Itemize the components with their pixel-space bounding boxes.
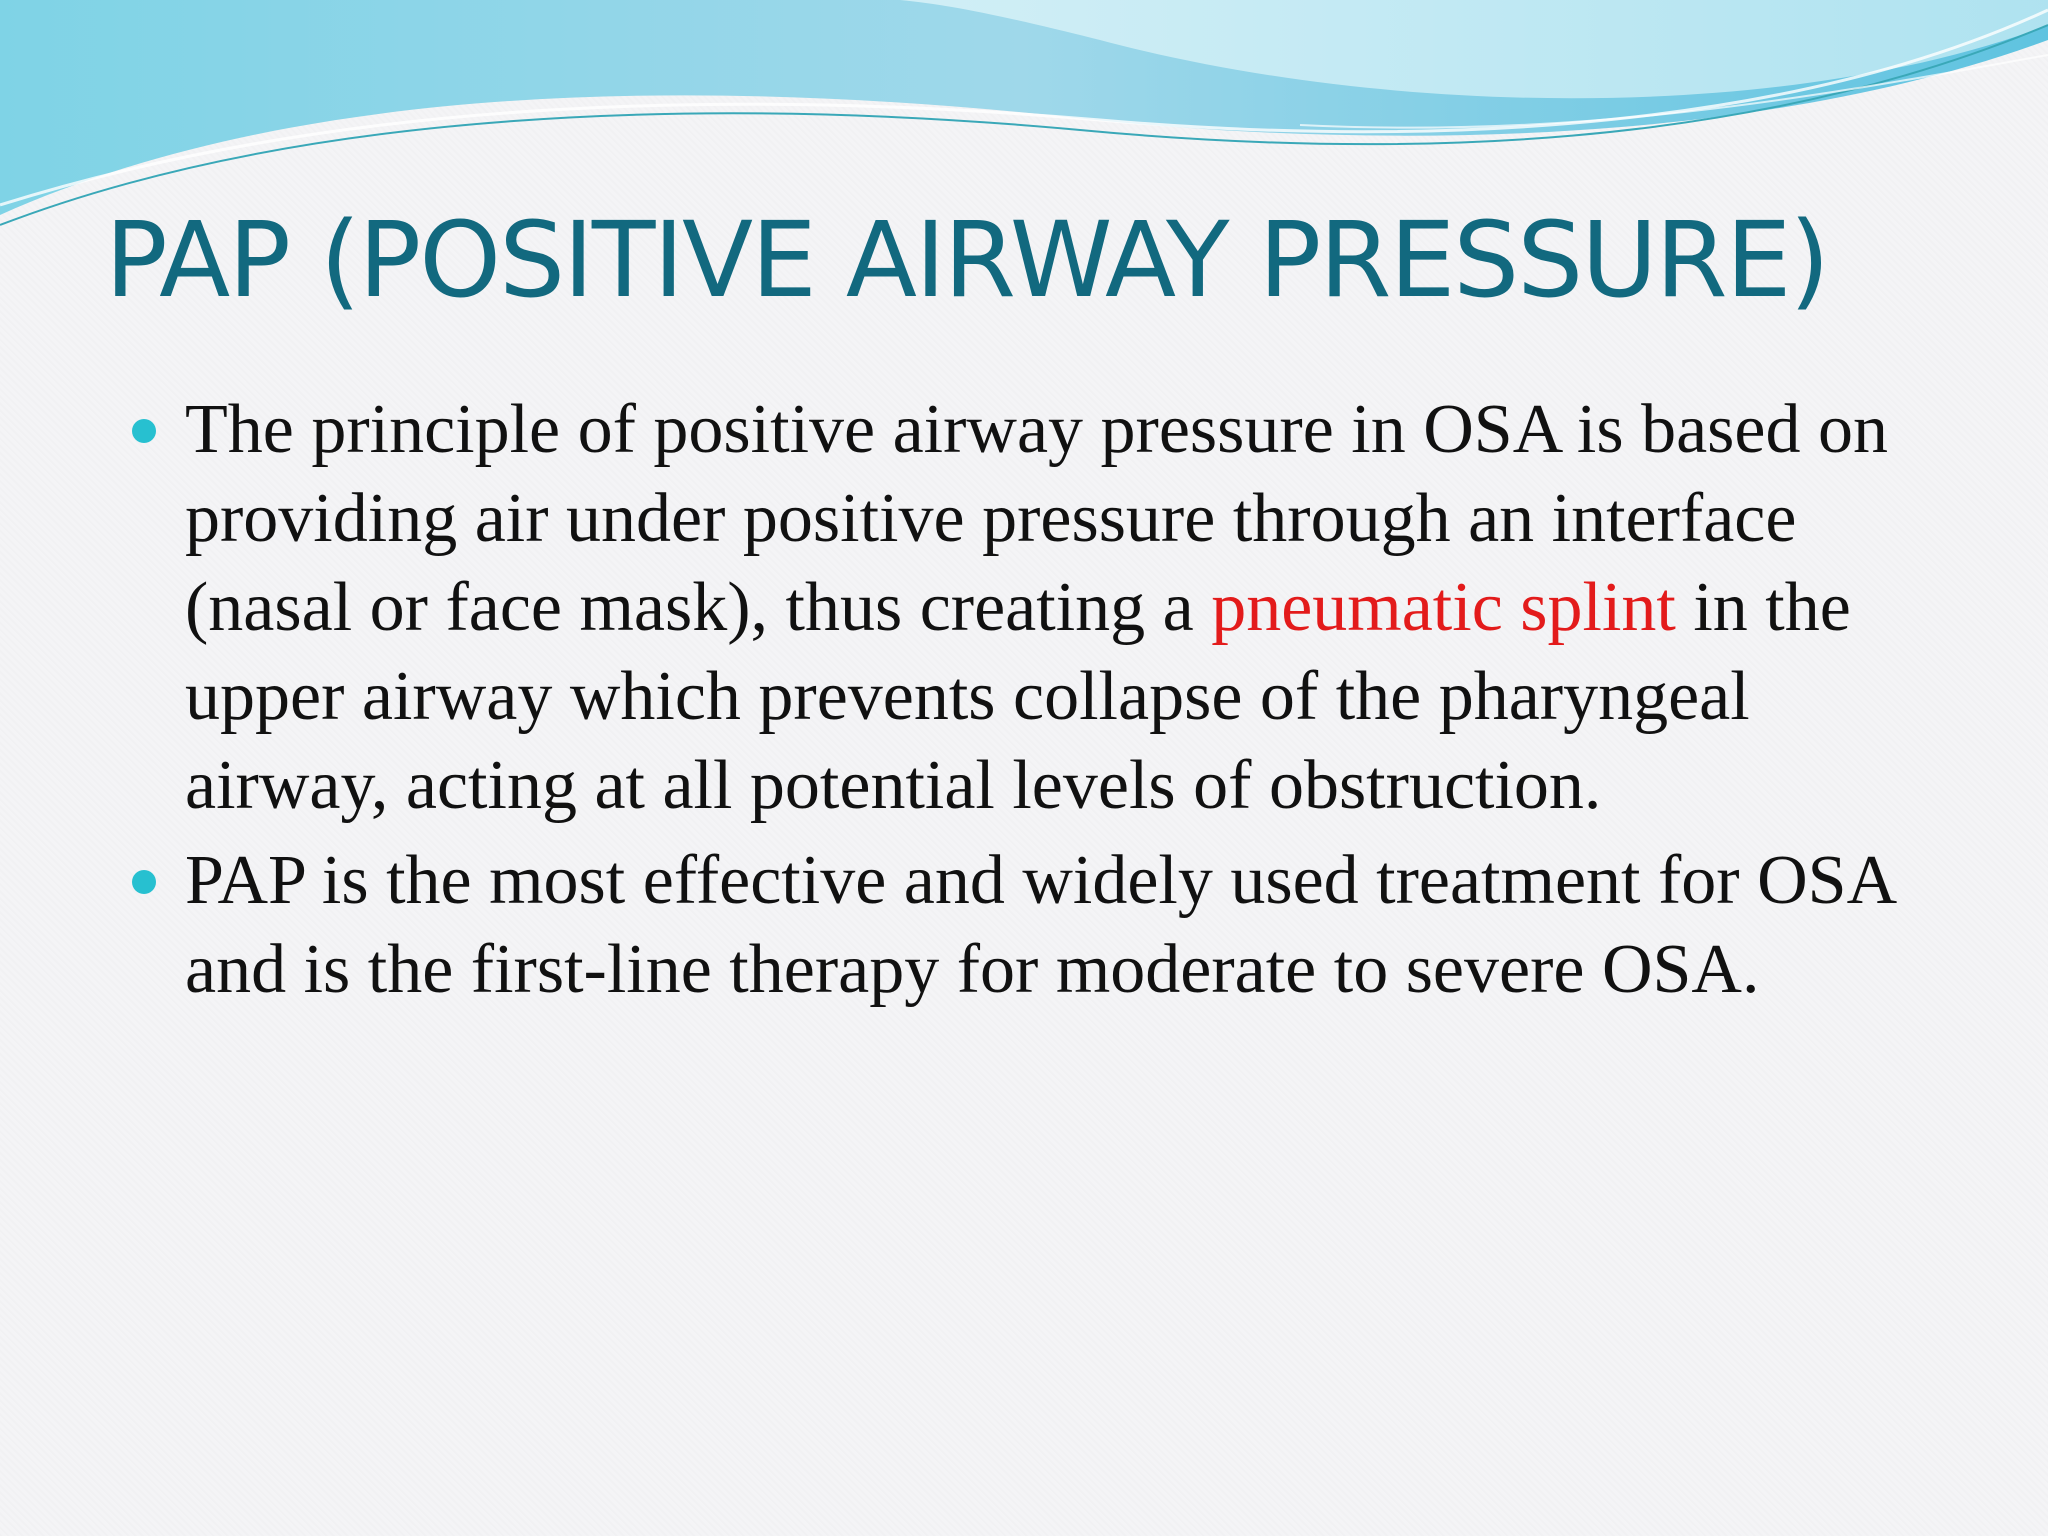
bullet-item: [130, 836, 1920, 1014]
bullet-text: The principle of positive airway pressure in OSA is based on providing air under positive pressure through an interface (nasal or face mask), thus creating a: [185, 391, 1888, 646]
bullet-icon: [132, 870, 156, 894]
highlighted-term: pneumatic splint: [1211, 569, 1676, 646]
bullet-list: [130, 385, 1920, 1020]
bullet-text: PAP is the most effective and widely used treatment for OSA and is the first-line therapy for moderate to severe OSA.: [185, 842, 1894, 1008]
bullet-icon: [132, 419, 156, 443]
bullet-item: [130, 385, 1920, 830]
slide-title: PAP (POSITIVE AIRWAY PRESSURE): [105, 199, 1828, 321]
bullet-text: in the upper airway which prevents collapse of the pharyngeal airway, acting at all potential levels of obstruction.: [185, 569, 1851, 824]
